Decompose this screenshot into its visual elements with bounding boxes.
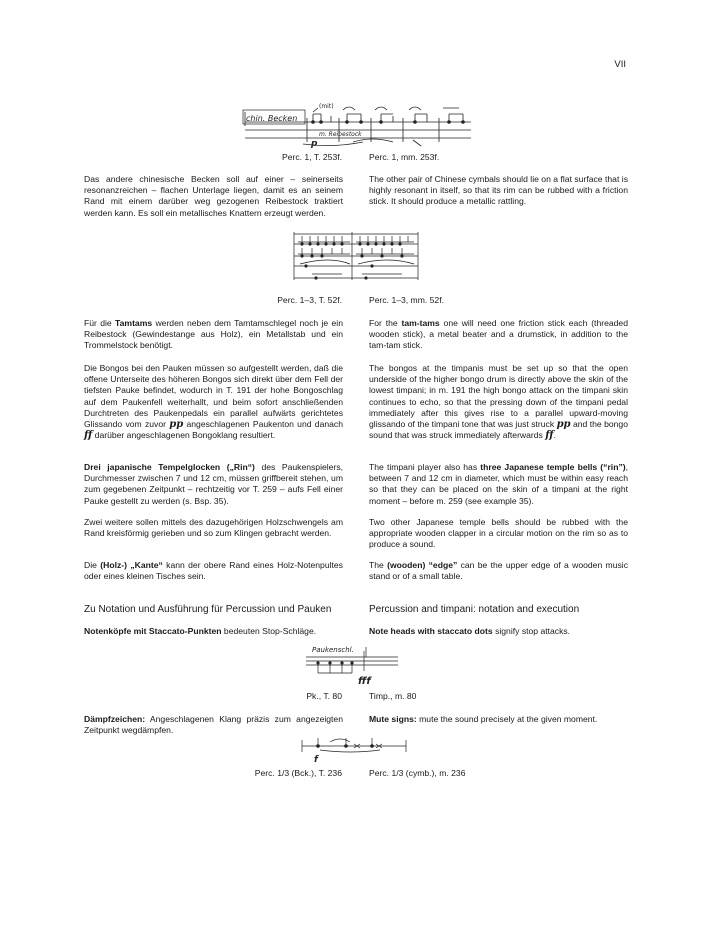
paragraph-1-en: The other pair of Chinese cymbals should lie on a flat surface that is highly resonant in itself, so that its rim can be rubbed with a friction stick. It should produce a metallic rattling. bbox=[369, 174, 628, 207]
paragraph-5-en: Two other Japanese temple bells should be rubbed with the appropriate wooden clapper in a circular motion on the rim so as to produce a sound. bbox=[369, 517, 628, 550]
paragraph-8-en: Mute signs: mute the sound precisely at the given moment. bbox=[369, 714, 598, 724]
paragraph-8-de: Dämpfzeichen: Angeschlagenen Klang präzis zum angezeigten Zeitpunkt wegdämpfen. bbox=[84, 714, 343, 736]
music-example-4 bbox=[300, 734, 410, 766]
paragraph-6-en: The (wooden) “edge” can be the upper edge of a wooden music stand or of a small table. bbox=[369, 560, 628, 582]
example-1-staff-label: chin. Becken bbox=[246, 114, 298, 123]
paragraph-2-en: For the tam-tams one will need one friction stick each (threaded wooden stick), a metal beater and a drumstick, in addition to the tam-tam stick. bbox=[369, 318, 628, 351]
paragraph-7-de: Notenköpfe mit Staccato-Punkten bedeuten Stop-Schläge. bbox=[84, 626, 317, 636]
section-heading-en: Percussion and timpani: notation and execution bbox=[369, 604, 580, 615]
example-4-caption-en: Perc. 1/3 (cymb.), m. 236 bbox=[369, 768, 466, 778]
example-1-sub-label: m. Reibestock bbox=[319, 131, 362, 138]
example-1-caption-de: Perc. 1, T. 253f. bbox=[281, 152, 342, 162]
paragraph-3-de: Die Bongos bei den Pauken müssen so aufgestellt werden, daß die offene Unterseite des höheren Bongos sich direkt über dem Fell der tiefsten Pauke befindet, wodurch in T. 191 der hohe Bongoschlag auf dem Paukenfell weiterhallt, und beim sofort anschließenden Durchtreten des Paukenpedals ein parallel aufwärts gerichtetes Glissando vom zuvor pp angeschlagenen Paukenton und danach ff darüber angeschlagenen Bongoklang resultiert. bbox=[84, 363, 343, 442]
example-4-caption-de: Perc. 1/3 (Bck.), T. 236 bbox=[254, 768, 342, 778]
paragraph-3-en: The bongos at the timpanis must be set up so that the open underside of the higher bongo drum is directly above the skin of the lowest timpani; in m. 191 the high bongo attack on the timpani skin continues to echo, so that the pressing down of the timpani pedal immediately after this gives rise to a parallel upward-moving glissando of the timpani tone that was just struck pp and the bongo sound that was struck immediately afterwards ff. bbox=[369, 363, 628, 442]
example-2-caption-de: Perc. 1–3, T. 52f. bbox=[277, 295, 342, 305]
example-1-annotation: (mit) bbox=[319, 103, 334, 110]
page-number: VII bbox=[614, 59, 626, 70]
paragraph-5-de: Zwei weitere sollen mittels des dazugehörigen Holzschwengels am Rand kreisförmig gerieben und so zum Klingen gebracht werden. bbox=[84, 517, 343, 539]
paragraph-4-en: The timpani player also has three Japanese temple bells (“rin”), between 7 and 12 cm in diameter, which must be within easy reach so that they can be placed on the skin of a timpani at the right moment – before m. 259 (see example 35). bbox=[369, 462, 628, 506]
paragraph-2-de: Für die Tamtams werden neben dem Tamtamschlegel noch je ein Reibestock (Gewindestange aus Holz), ein Metallstab und ein Trommelstock benötigt. bbox=[84, 318, 343, 351]
example-1-dynamic: p bbox=[311, 139, 318, 149]
paragraph-1-de: Das andere chinesische Becken soll auf einer – seinerseits resonanzreichen – flachen Unterlage liegen, damit es an seinem Rand mit einem darüber weg gezogenen Reibestock traktiert werden kann. Es soll ein metallisches Knattern erzeugt werden. bbox=[84, 174, 343, 218]
music-example-3 bbox=[304, 643, 400, 687]
example-4-dynamic: f bbox=[314, 755, 318, 765]
music-example-1 bbox=[243, 100, 473, 150]
paragraph-6-de: Die (Holz-) „Kante“ kann der obere Rand eines Holz-Notenpultes oder eines kleinen Tisches sein. bbox=[84, 560, 343, 582]
example-2-caption-en: Perc. 1–3, mm. 52f. bbox=[369, 295, 444, 305]
example-3-label: Paukenschl. bbox=[312, 646, 354, 654]
example-3-caption-de: Pk., T. 80 bbox=[306, 691, 342, 701]
example-3-dynamic: fff bbox=[358, 676, 371, 687]
section-heading-de: Zu Notation und Ausführung für Percussion und Pauken bbox=[84, 604, 332, 615]
paragraph-7-en: Note heads with staccato dots signify stop attacks. bbox=[369, 626, 571, 636]
music-example-2 bbox=[292, 224, 420, 286]
example-1-caption-en: Perc. 1, mm. 253f. bbox=[369, 152, 440, 162]
example-3-caption-en: Timp., m. 80 bbox=[369, 691, 417, 701]
paragraph-4-de: Drei japanische Tempelglocken („Rin“) des Paukenspielers, Durchmesser zwischen 7 und 12 cm, müssen griffbereit stehen, um zum gegebenen Zeitpunkt – rechtzeitig vor T. 259 – aufs Fell einer Pauke gestellt zu werden (s. Bsp. 35). bbox=[84, 462, 343, 506]
